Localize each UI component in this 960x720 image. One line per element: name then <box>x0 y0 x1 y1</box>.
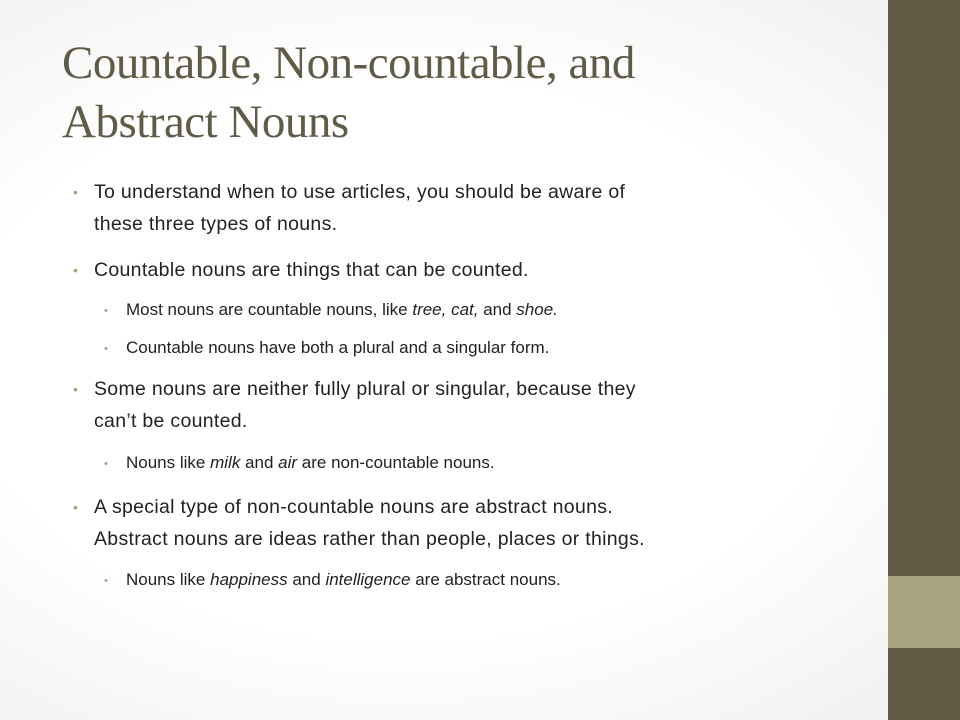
bullet-text <box>126 297 558 323</box>
bullet-marker: • <box>104 575 108 587</box>
subbullet-plural-singular <box>104 335 550 361</box>
italic-example: happiness <box>210 570 288 589</box>
bullet-marker: • <box>73 262 79 278</box>
italic-example: intelligence <box>325 570 411 589</box>
sidebar-bottom-band <box>888 648 960 720</box>
bullet-text: these three types of nouns. <box>94 213 338 235</box>
bullet-text: A special type of non-countable nouns are abstract nouns. <box>94 496 614 518</box>
italic-example: shoe. <box>516 300 558 319</box>
bullet-text: Abstract nouns are ideas rather than people, places or things. <box>94 528 645 550</box>
subbullet-abstract-examples <box>104 567 561 593</box>
bullet-marker: • <box>73 184 79 200</box>
italic-example: air <box>278 453 298 472</box>
title-line-2: Abstract Nouns <box>62 96 349 148</box>
bullet-noncountable <box>73 373 636 437</box>
bullet-countable <box>73 254 529 286</box>
bullet-marker: • <box>104 343 108 355</box>
sidebar-top-band <box>888 0 960 576</box>
bullet-articles <box>73 176 626 240</box>
text-run: and <box>478 300 517 319</box>
bullet-text: Countable nouns have both a plural and a singular form. <box>126 338 550 357</box>
italic-example: tree, cat, <box>412 300 479 319</box>
bullet-abstract <box>73 491 645 555</box>
text-run: Most nouns are countable nouns, like <box>126 300 413 319</box>
bullet-text: Some nouns are neither fully plural or singular, because they <box>94 378 636 400</box>
bullet-marker: • <box>73 499 79 515</box>
bullet-text <box>126 450 495 476</box>
bullet-text: To understand when to use articles, you should be aware of <box>94 181 626 203</box>
bullet-marker: • <box>104 305 108 317</box>
subbullet-noncountable-examples <box>104 450 495 476</box>
bullet-text: can’t be counted. <box>94 410 248 432</box>
bullet-text <box>126 567 561 593</box>
bullet-marker: • <box>73 381 79 397</box>
text-run: Nouns like <box>126 453 211 472</box>
bullet-text: Countable nouns are things that can be counted. <box>94 259 529 281</box>
text-run: and <box>240 453 279 472</box>
text-run: Nouns like <box>126 570 211 589</box>
subbullet-countable-examples <box>104 297 558 323</box>
text-run: and <box>287 570 326 589</box>
sidebar-accent-band <box>888 576 960 648</box>
italic-example: milk <box>210 453 241 472</box>
text-run: are abstract nouns. <box>410 570 561 589</box>
text-run: are non-countable nouns. <box>297 453 495 472</box>
bullet-marker: • <box>104 458 108 470</box>
title-line-1: Countable, Non-countable, and <box>62 37 635 89</box>
